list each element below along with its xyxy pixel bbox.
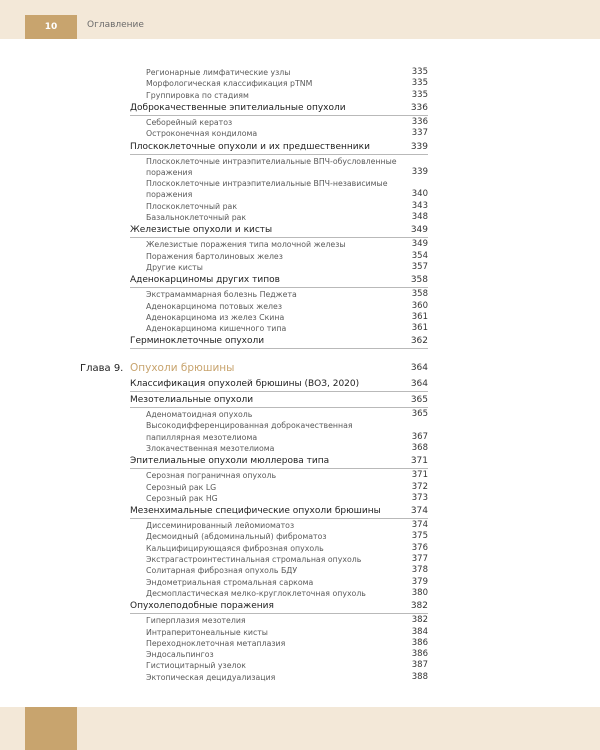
page-header [0,0,600,39]
toc-entry-title: Серозный рак HG [146,493,218,503]
toc-page-number: 354 [411,250,428,261]
toc-section-title: Мезенхимальные специфические опухоли брюшины [130,506,381,517]
toc-entry-title: Диссеминированный лейомиоматоз [146,521,295,531]
toc-page-number: 386 [411,637,428,648]
toc-entry-title: Регионарные лимфатические узлы [146,68,291,77]
toc-entry-title: Интраперитонеальные кисты [146,627,268,637]
section-divider [130,287,428,288]
toc-entry-title: Эндосальпингоз [146,650,214,660]
toc-section-title: Опухолеподобные поражения [130,601,274,612]
toc-entry-title: папиллярная мезотелиома [146,432,258,442]
toc-entry-title: Гистиоцитарный узелок [146,661,246,671]
page-number: 10 [25,15,77,39]
toc-page-number: 361 [411,323,428,334]
toc-entry-title: Эндометриальная стромальная саркома [146,577,314,587]
toc-entry-title: Злокачественная мезотелиома [146,443,275,453]
toc-section-title: Эпителиальные опухоли мюллерова типа [130,456,330,467]
toc-entry-title: поражения [146,190,193,200]
toc-page-number: 377 [411,554,428,564]
toc-entry-title: Эктопическая децидуализация [146,672,276,682]
toc-page-number: 335 [411,67,428,77]
toc-page-number: 349 [411,239,428,250]
toc-section-title: Железистые опухоли и кисты [130,225,273,236]
toc-entry-title: Серозная пограничная опухоль [146,471,277,481]
toc-section-title: Доброкачественные эпителиальные опухоли [130,102,346,113]
toc-entry-title: Десмоидный (абдоминальный) фиброматоз [146,532,327,542]
toc-page-number: 388 [411,671,428,682]
toc-page-number: 373 [411,492,428,503]
toc-section-title: Мезотелиальные опухоли [130,395,254,405]
toc-page-number: 374 [411,520,428,531]
toc-page-number: 349 [410,225,428,236]
toc-entry-title: Серозный рак LG [146,482,217,492]
toc-entry-title: Остроконечная кондилома [146,129,258,139]
toc-page-number: 387 [411,660,428,671]
toc-entry-title: Себорейный кератоз [146,117,233,127]
toc-entry-title: Морфологическая классификация pTNM [146,79,313,89]
toc-entry-title: Солитарная фиброзная опухоль БДУ [146,566,298,576]
toc-entry-title: Переходноклеточная метаплазия [146,638,286,648]
toc-page-number: 339 [410,141,428,152]
section-divider [130,237,428,238]
toc-entry-title: Плоскоклеточный рак [146,201,238,211]
toc-page-number: 336 [411,116,428,127]
toc-page-number: 339 [411,166,428,177]
running-title: Оглавление [87,20,144,30]
toc-page-number: 386 [411,649,428,660]
toc-entry-title: Экстрамаммарная болезнь Педжета [146,290,297,300]
chapter-title[interactable]: Опухоли брюшины [130,362,235,374]
section-divider [130,613,428,614]
toc-page-number: 384 [411,626,428,637]
toc-page-number: 343 [411,200,428,211]
toc-page-number: 378 [411,565,428,576]
section-divider [130,468,428,469]
toc-page-number: 380 [411,587,428,598]
toc-entry-title: Группировка по стадиям [146,90,249,100]
toc-page-number: 362 [410,336,428,347]
toc-entry-title: Железистые поражения типа молочной железы [146,240,346,250]
toc-page-number: 337 [411,128,428,139]
toc-page-number: 372 [411,481,428,492]
toc-page-number: 358 [411,289,428,300]
toc-page-number: 371 [410,456,428,467]
section-divider [130,407,428,408]
toc-page-number: 368 [411,442,428,453]
toc-page-number: 348 [411,212,428,222]
toc-page-number: 361 [411,311,428,322]
toc-entry-title: Плоскоклеточные интраэпителиальные ВПЧ-обусловленные [146,156,397,166]
toc-section-title: Аденокарциномы других типов [130,275,280,286]
toc-entry-title: Десмопластическая мелко-круглоклеточная опухоль [146,588,366,598]
toc-page-number: 371 [411,470,428,481]
toc-page-number: 379 [411,576,428,587]
toc-page-number: 367 [411,431,428,442]
toc-entry-title: Высокодифференцированная доброкачественная [146,421,353,431]
toc-page-number: 364 [410,379,428,389]
page-footer [0,707,600,750]
toc-page-number: 358 [410,275,428,286]
toc-entry-title: Экстрагастроинтестинальная стромальная опухоль [146,555,362,564]
toc-page-number: 336 [410,102,428,113]
toc-entry-title: Кальцифицирующаяся фиброзная опухоль [146,543,324,553]
toc-page-number: 374 [410,506,428,517]
section-divider [130,391,428,392]
section-divider [130,518,428,519]
toc-section-title: Классификация опухолей брюшины (ВОЗ, 2020) [130,379,360,389]
toc-entry-title: Аденокарцинома потовых желез [146,301,282,311]
toc-entry-title: Аденоматоидная опухоль [146,410,253,419]
toc-page-number: 360 [411,300,428,311]
section-divider [130,115,428,116]
chapter-label: Глава 9. [80,363,124,374]
toc-page-number: 335 [411,78,428,89]
toc-entry-title: Другие кисты [146,262,203,272]
toc-entry-title: Плоскоклеточные интраэпителиальные ВПЧ-независимые [146,179,388,189]
toc-page-number: 365 [411,409,428,419]
toc-page-number: 375 [411,531,428,542]
toc-entry-title: Аденокарцинома кишечного типа [146,324,287,334]
toc-page-number: 382 [411,615,428,626]
toc-entry-title: Поражения бартолиновых желез [146,251,283,261]
toc-entry-title: Базальноклеточный рак [146,213,247,222]
toc-page-number: 340 [411,189,428,200]
toc-page-number: 365 [410,395,428,405]
toc-entry-title: Гиперплазия мезотелия [146,616,246,626]
toc-page-number: 335 [411,89,428,100]
footer-accent-block [25,707,77,750]
toc-entry-title: поражения [146,167,193,177]
chapter-page-number: 364 [410,363,428,373]
toc-page-number: 382 [410,601,428,612]
toc-section-title: Плоскоклеточные опухоли и их предшественники [130,141,370,152]
toc-page-number: 357 [411,261,428,272]
toc-entry-title: Аденокарцинома из желез Скина [146,312,285,322]
toc-page-number: 376 [411,542,428,553]
section-divider [130,154,428,155]
toc-section-title: Герминоклеточные опухоли [130,336,265,347]
section-divider [130,348,428,349]
